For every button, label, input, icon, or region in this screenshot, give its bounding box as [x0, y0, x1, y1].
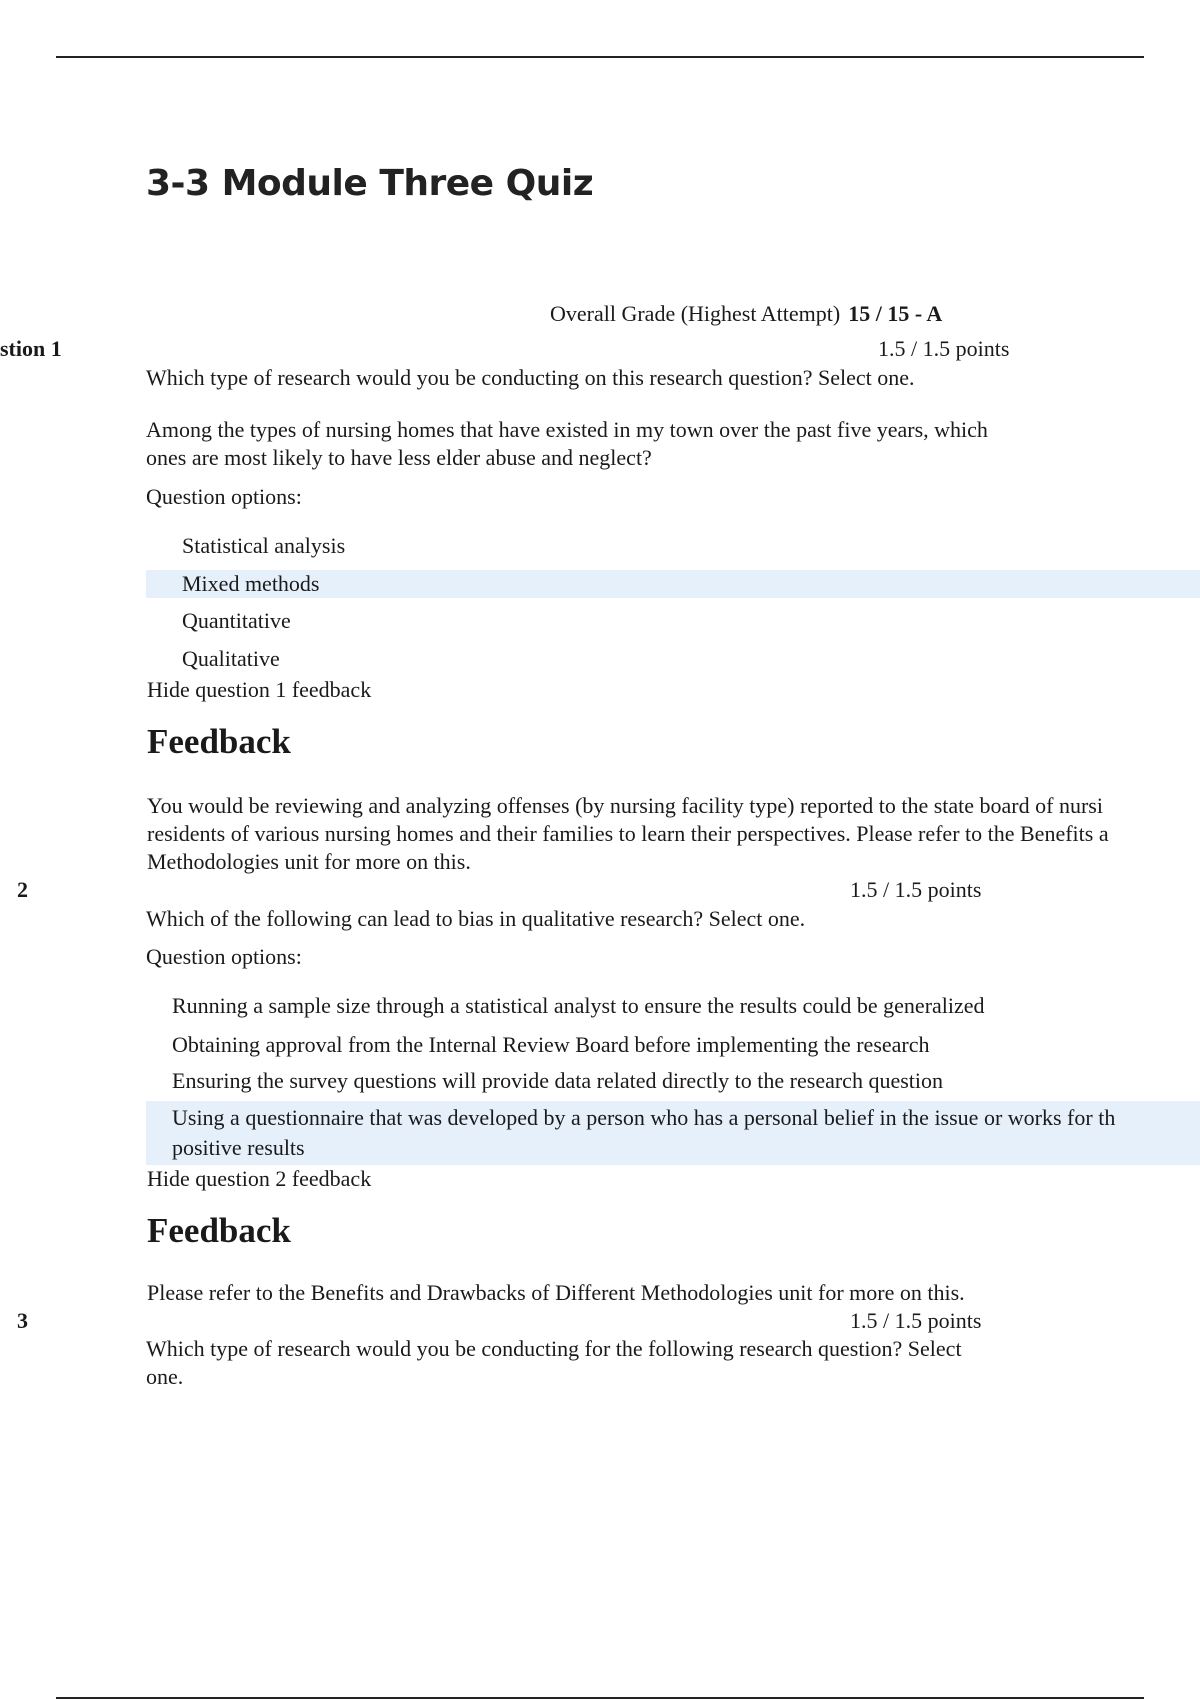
bottom-divider [56, 1697, 1144, 1699]
hide-question-1-feedback-link[interactable]: Hide question 1 feedback [147, 677, 372, 702]
page-title: 3-3 Module Three Quiz [146, 163, 594, 204]
top-divider [56, 56, 1144, 58]
question-2-option-selected[interactable] [146, 1101, 1200, 1165]
question-3-points: 1.5 / 1.5 points [850, 1308, 982, 1333]
overall-grade-label: Overall Grade (Highest Attempt) [550, 301, 841, 326]
question-3-prompt-line-2: one. [146, 1364, 184, 1389]
question-1-options-label: Question options: [146, 484, 302, 509]
question-2-number: 2 [17, 877, 28, 902]
question-1-scenario-line-2: ones are most likely to have less elder abuse and neglect? [146, 445, 652, 470]
question-2-options-label: Question options: [146, 944, 302, 969]
question-1-feedback-line-3: Methodologies unit for more on this. [147, 849, 471, 874]
question-2-feedback-line-1: Please refer to the Benefits and Drawbacks of Different Methodologies unit for more on this. [147, 1280, 965, 1305]
question-1-option[interactable]: Qualitative [182, 646, 280, 671]
question-1-feedback-line-1: You would be reviewing and analyzing offenses (by nursing facility type) reported to the state board of nursi [147, 793, 1103, 818]
question-3-number: 3 [17, 1308, 28, 1333]
question-1-prompt: Which type of research would you be conducting on this research question? Select one. [146, 365, 915, 390]
question-1-scenario-line-1: Among the types of nursing homes that have existed in my town over the past five years, which [146, 417, 988, 442]
question-2-feedback-heading: Feedback [147, 1211, 291, 1250]
question-1-option-selected[interactable]: Mixed methods [146, 570, 1200, 598]
question-2-option-line-2: positive results [172, 1135, 305, 1160]
overall-grade-value: 15 / 15 - A [848, 301, 943, 326]
question-1-points: 1.5 / 1.5 points [878, 336, 1010, 361]
question-1-feedback-heading: Feedback [147, 722, 291, 761]
question-1-option[interactable]: Statistical analysis [182, 533, 346, 558]
question-2-prompt: Which of the following can lead to bias in qualitative research? Select one. [146, 906, 806, 931]
question-2-option[interactable]: Obtaining approval from the Internal Review Board before implementing the research [172, 1032, 930, 1057]
question-2-option[interactable]: Ensuring the survey questions will provide data related directly to the research question [172, 1068, 943, 1093]
question-2-option-line-1: Using a questionnaire that was developed by a person who has a personal belief in the issue or works for th [172, 1105, 1116, 1130]
question-2-option[interactable]: Running a sample size through a statistical analyst to ensure the results could be generalized [172, 993, 985, 1018]
hide-question-2-feedback-link[interactable]: Hide question 2 feedback [147, 1166, 372, 1191]
question-1-feedback-line-2: residents of various nursing homes and their families to learn their perspectives. Please refer to the Benefits a [147, 821, 1109, 846]
question-2-points: 1.5 / 1.5 points [850, 877, 982, 902]
question-1-number: stion 1 [0, 336, 62, 361]
overall-grade [550, 301, 942, 327]
question-1-option[interactable]: Quantitative [182, 608, 291, 633]
question-3-prompt-line-1: Which type of research would you be conducting for the following research question? Select [146, 1336, 962, 1361]
